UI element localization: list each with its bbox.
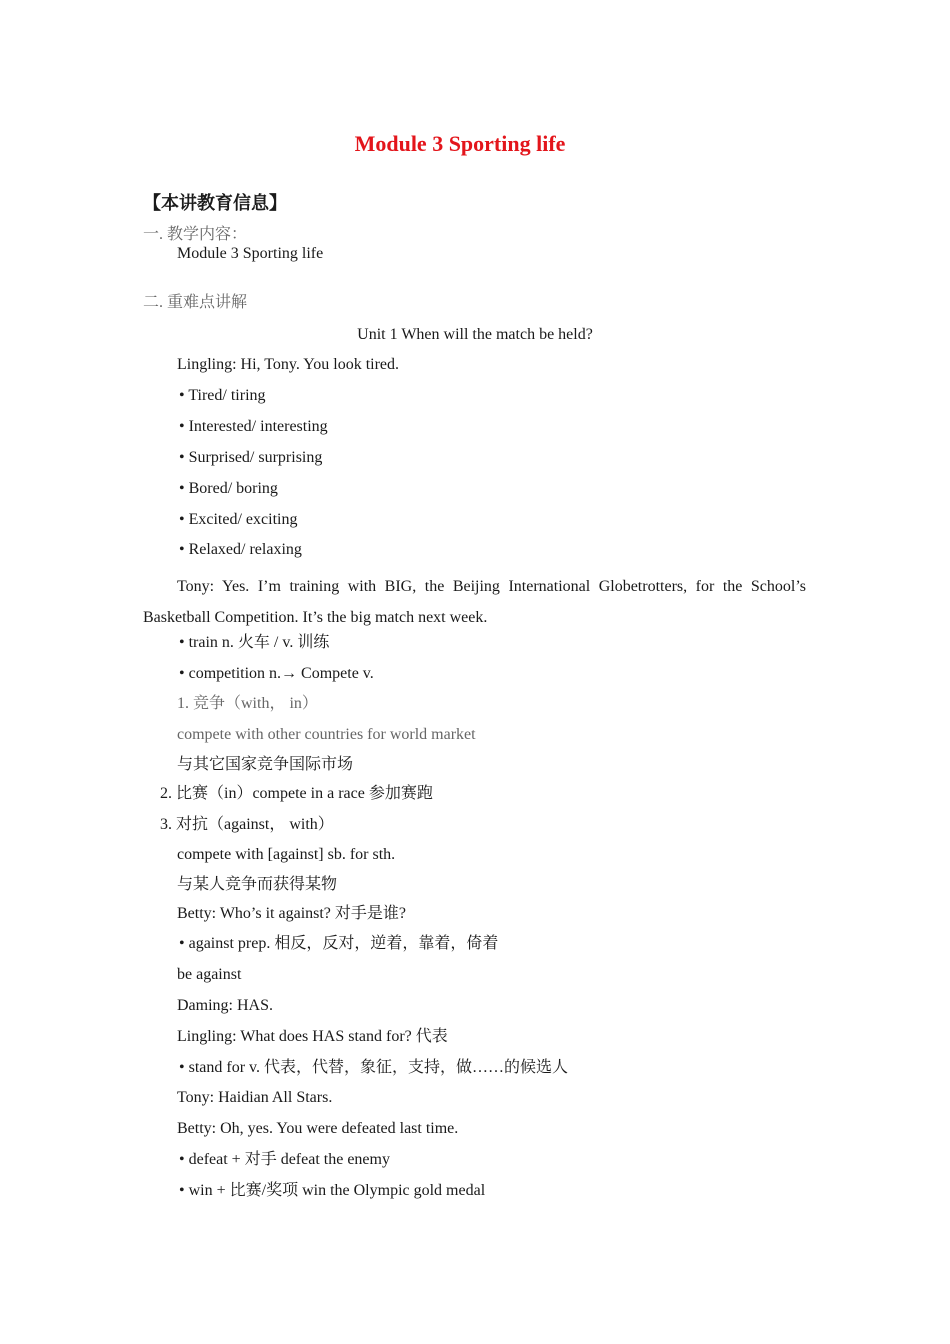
section-heading: 【本讲教育信息】 <box>143 193 287 214</box>
section1-content: Module 3 Sporting life <box>177 245 324 262</box>
page-title: Module 3 Sporting life <box>354 131 566 156</box>
example-line: compete with [against] sb. for sth. <box>177 846 396 863</box>
bullet-item: • Interested/ interesting <box>179 418 328 435</box>
dialogue-line: Tony: Haidian All Stars. <box>177 1089 333 1106</box>
dialogue-line: Lingling: Hi, Tony. You look tired. <box>177 356 400 373</box>
example-line: be against <box>177 966 242 983</box>
bullet-item: • Relaxed/ relaxing <box>179 541 302 558</box>
bullet-item: • Tired/ tiring <box>179 387 266 404</box>
unit-title: Unit 1 When will the match be held? <box>357 326 593 343</box>
translation-line: 与某人竞争而获得某物 <box>177 876 338 893</box>
dialogue-line: Betty: Who’s it against? 对手是谁? <box>177 905 407 922</box>
bullet-item: • Bored/ boring <box>179 480 278 497</box>
numbered-item: 1. 竞争（with， in） <box>177 695 318 712</box>
numbered-item: 2. 比赛（in）compete in a race 参加赛跑 <box>160 785 433 802</box>
bullet-item: • against prep. 相反，反对，逆着，靠着，倚着 <box>179 935 499 952</box>
dialogue-line: Lingling: What does HAS stand for? 代表 <box>177 1028 448 1045</box>
example-line: compete with other countries for world market <box>177 726 476 743</box>
section2-label: 二. 重难点讲解 <box>143 294 248 311</box>
dialogue-line: Daming: HAS. <box>177 997 273 1014</box>
dialogue-text: Tony: Yes. I’m training with BIG, the Beijing International Globetrotters, for the School’s Basketball Competition. It’s the big match next week. <box>143 578 806 626</box>
bullet-item: • Excited/ exciting <box>179 511 298 528</box>
bullet-item: • win + 比赛/奖项 win the Olympic gold medal <box>179 1182 486 1199</box>
dialogue-paragraph <box>143 571 806 633</box>
section1-label: 一. 教学内容： <box>143 226 248 243</box>
translation-line: 与其它国家竞争国际市场 <box>177 756 354 773</box>
bullet-item: • stand for v. 代表，代替，象征，支持，做……的候选人 <box>179 1059 568 1076</box>
numbered-item: 3. 对抗（against， with） <box>160 816 334 833</box>
bullet-item: • Surprised/ surprising <box>179 449 323 466</box>
bullet-item: • competition n.→ Compete v. <box>179 665 374 682</box>
bullet-item: • train n. 火车 / v. 训练 <box>179 634 330 651</box>
bullet-item: • defeat + 对手 defeat the enemy <box>179 1151 390 1168</box>
dialogue-line: Betty: Oh, yes. You were defeated last time. <box>177 1120 459 1137</box>
